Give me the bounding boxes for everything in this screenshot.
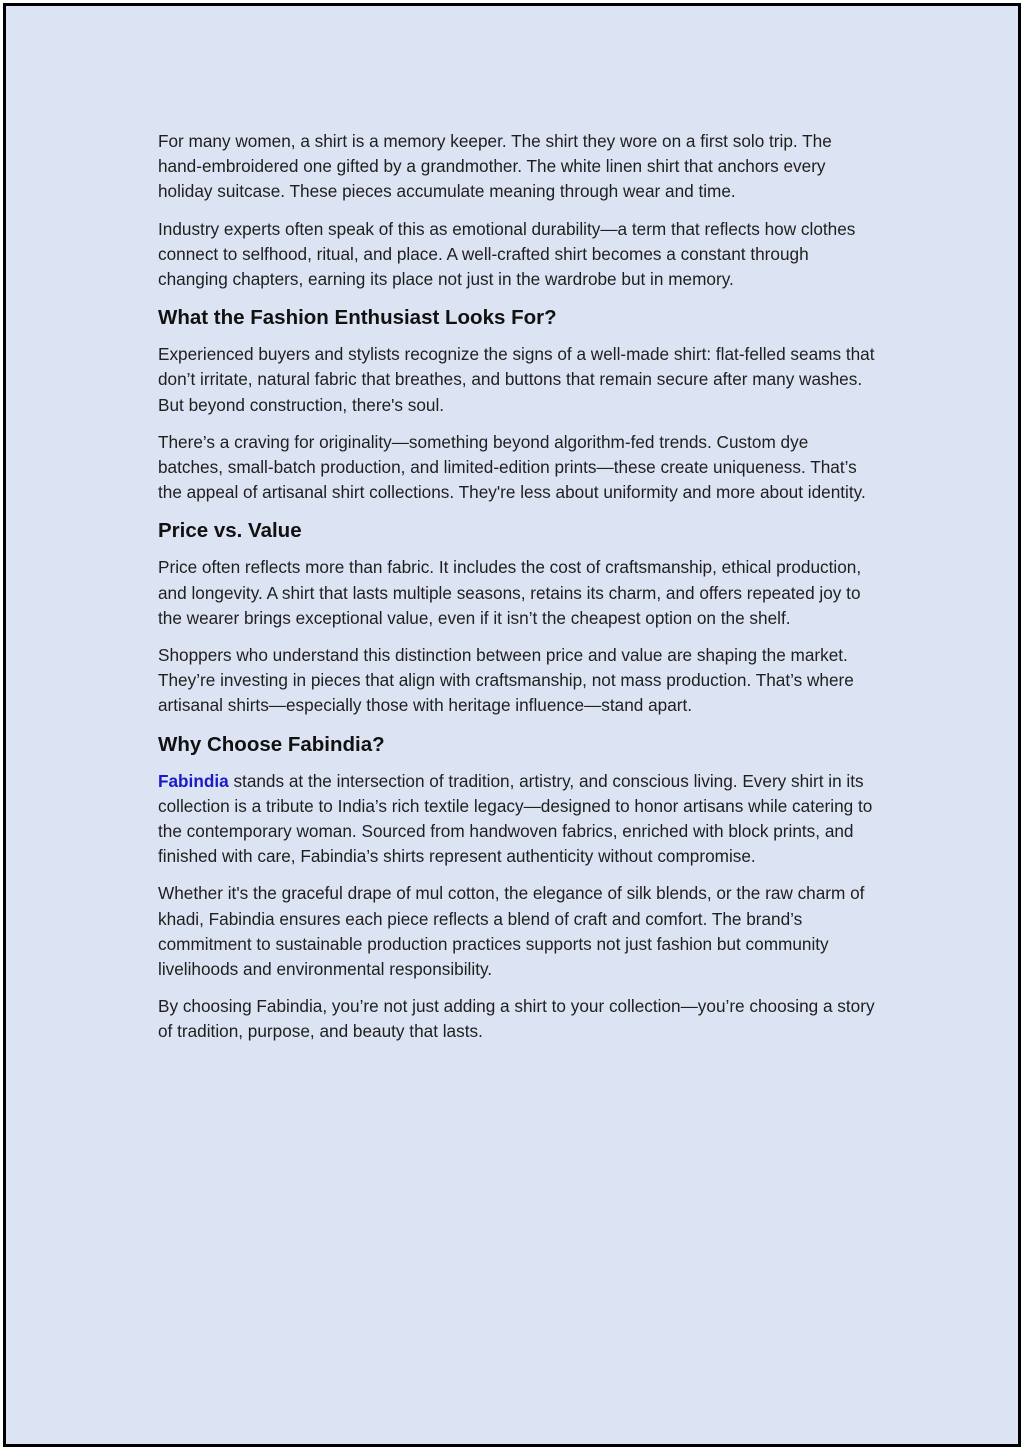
paragraph-emotional-durability: Industry experts often speak of this as emotional durability—a term that reflects how clothes connect to selfhood, ritual, and place. A well-crafted shirt becomes a constant through changing chapters, earning its place not just in the wardrobe but in memory. [158,218,856,290]
paragraph-originality: There’s a craving for originality—something beyond algorithm-fed trends. Custom dye batches, small-batch production, and limited-edition prints—these create uniqueness. That’s the appeal of artisanal shirt collections. They're less about uniformity and more about identity. [158,431,866,503]
paragraph-fabindia-intro [158,769,876,870]
paragraph-closing: By choosing Fabindia, you’re not just adding a shirt to your collection—you’re choosing a story of tradition, purpose, and beauty that lasts. [158,996,875,1042]
fabindia-link[interactable]: Fabindia [158,770,229,791]
paragraph-price-reflects: Price often reflects more than fabric. It includes the cost of craftsmanship, ethical production, and longevity. A shirt that lasts multiple seasons, retains its charm, and offers repeated joy to the wearer brings exceptional value, even if it isn’t the cheapest option on the shelf. [158,557,862,628]
article-body [158,129,876,1057]
paragraph-well-made-shirt: Experienced buyers and stylists recognize the signs of a well-made shirt: flat-felled seams that don’t irritate, natural fabric that breathes, and buttons that remain secure after many washes. But beyond construction, there's soul. [158,344,875,415]
heading-why-fabindia: Why Choose Fabindia? [158,732,385,756]
paragraph-shoppers: Shoppers who understand this distinction between price and value are shaping the market. They’re investing in pieces that align with craftsmanship, not mass production. That’s where artisanal shirts—especially those with heritage influence—stand apart. [158,645,854,716]
document-page [3,3,1021,1447]
heading-price-vs-value: Price vs. Value [158,519,302,543]
paragraph-memory-keeper: For many women, a shirt is a memory keeper. The shirt they wore on a first solo trip. The hand-embroidered one gifted by a grandmother. The white linen shirt that anchors every holiday suitcase. These pieces accumulate meaning through wear and time. [158,131,832,202]
paragraph-fabindia-intro-text: stands at the intersection of tradition, artistry, and conscious living. Every shirt in its collection is a tribute to India’s rich textile legacy—designed to honor artisans while catering to the contemporary woman. Sourced from handwoven fabrics, enriched with block prints, and finished with care, Fabindia’s shirts represent authenticity without compromise. [158,770,873,867]
heading-fashion-enthusiast: What the Fashion Enthusiast Looks For? [158,306,557,330]
paragraph-fabrics: Whether it's the graceful drape of mul cotton, the elegance of silk blends, or the raw charm of khadi, Fabindia ensures each piece reflects a blend of craft and comfort. The brand’s commitment to sustainable production practices supports not just fashion but community livelihoods and environmental responsibility. [158,883,865,980]
